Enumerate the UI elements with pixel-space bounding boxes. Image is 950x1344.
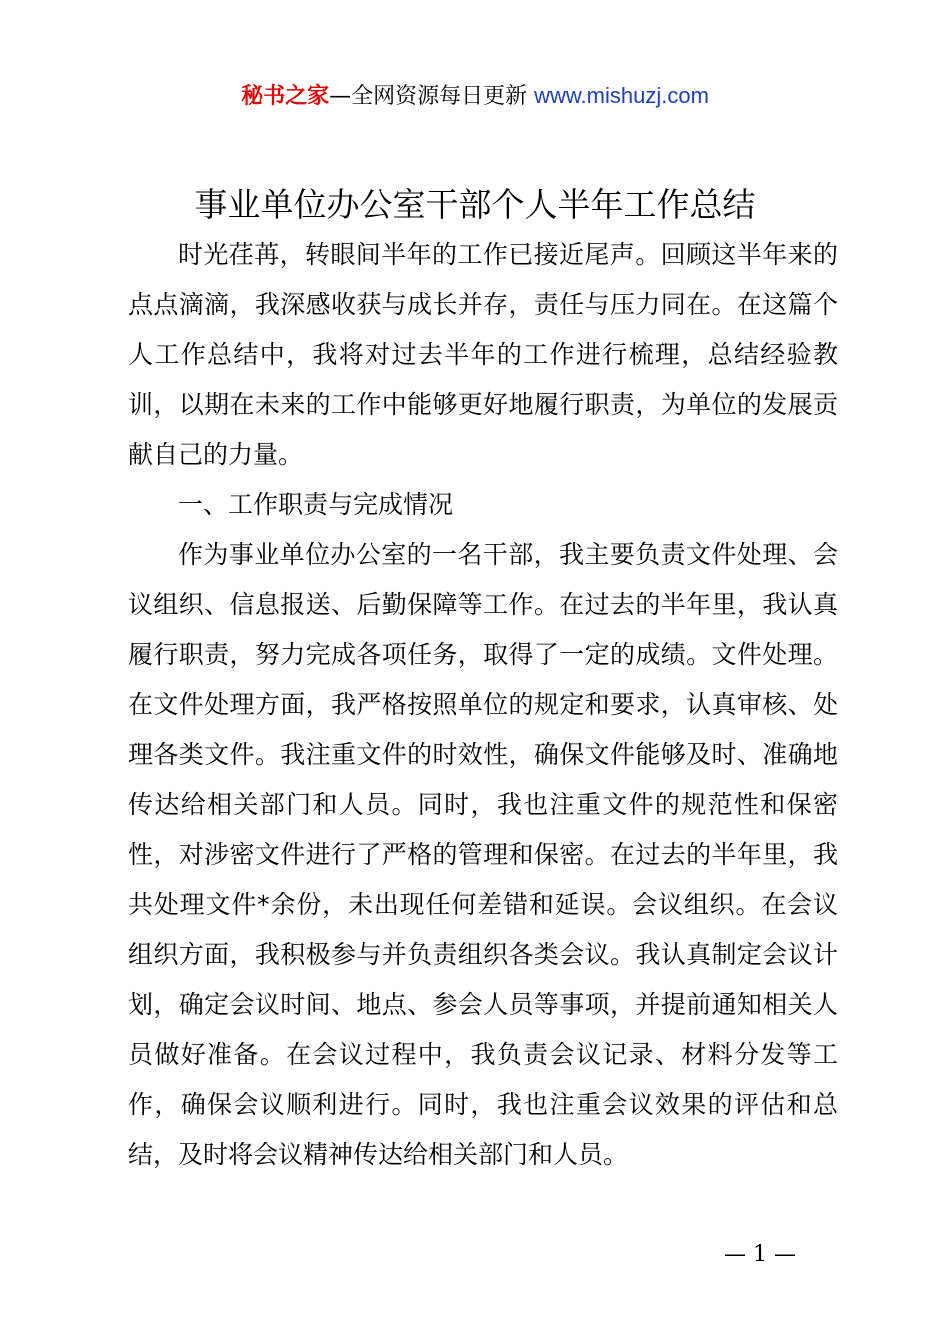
site-banner [0,80,950,113]
document-body [128,230,838,1180]
body-paragraph: 作为事业单位办公室的一名干部，我主要负责文件处理、会议组织、信息报送、后勤保障等工作。在过去的半年里，我认真履行职责，努力完成各项任务，取得了一定的成绩。文件处理。在文件处理方面，我严格按照单位的规定和要求，认真审核、处理各类文件。我注重文件的时效性，确保文件能够及时、准确地传达给相关部门和人员。同时，我也注重文件的规范性和保密性，对涉密文件进行了严格的管理和保密。在过去的半年里，我共处理文件*余份，未出现任何差错和延误。会议组织。在会议组织方面，我积极参与并负责组织各类会议。我认真制定会议计划，确定会议时间、地点、参会人员等事项，并提前通知相关人员做好准备。在会议过程中，我负责会议记录、材料分发等工作，确保会议顺利进行。同时，我也注重会议效果的评估和总结，及时将会议精神传达给相关部门和人员。 [128,540,838,1169]
site-url[interactable]: www.mishuzj.com [534,83,709,108]
intro-paragraph: 时光荏苒，转眼间半年的工作已接近尾声。回顾这半年来的点点滴滴，我深感收获与成长并存，责任与压力同在。在这篇个人工作总结中，我将对过去半年的工作进行梳理，总结经验教训，以期在未来的工作中能够更好地履行职责，为单位的发展贡献自己的力量。 [128,240,838,469]
section-heading: 一、工作职责与完成情况 [178,490,454,519]
banner-tagline: —全网资源每日更新 [329,84,535,109]
document-title: 事业单位办公室干部个人半年工作总结 [194,185,756,224]
brand-name: 秘书之家 [241,84,330,109]
page-number: — 1 — [724,1242,796,1267]
